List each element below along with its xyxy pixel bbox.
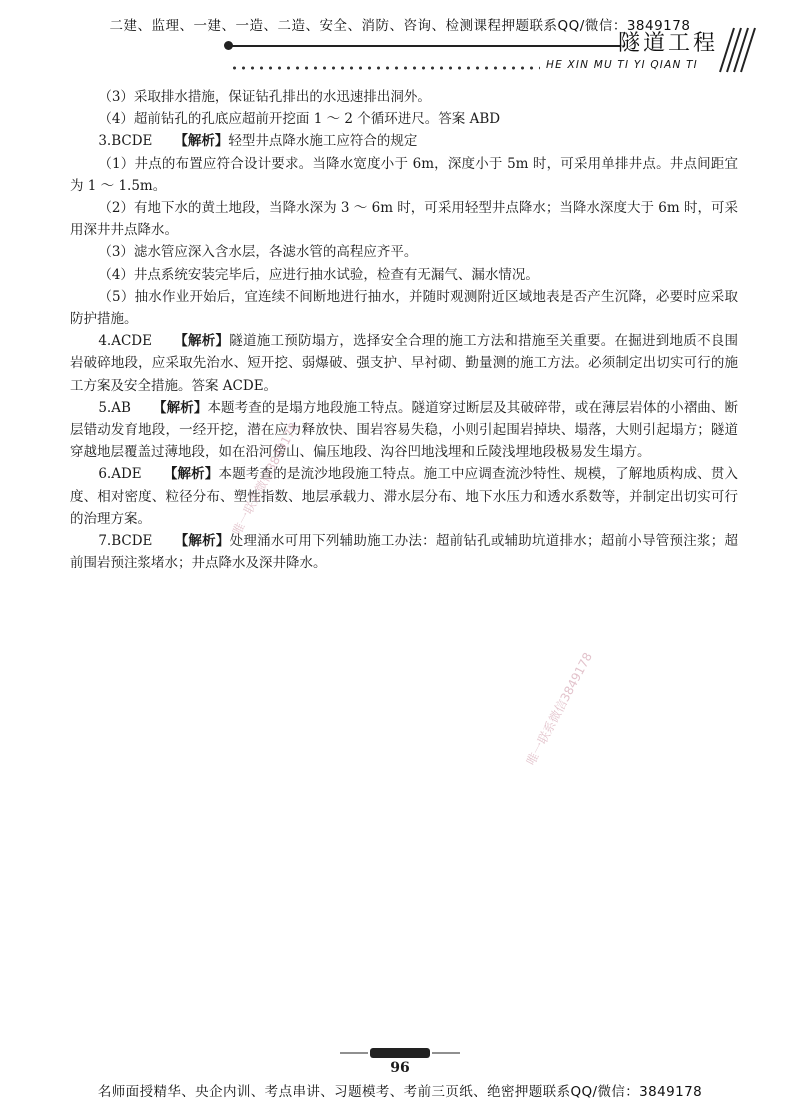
answer-block-7 xyxy=(70,530,738,574)
header-dotted-line xyxy=(230,66,540,70)
list-item: （3）滤水管应深入含水层，各滤水管的高程应齐平。 xyxy=(98,244,418,261)
main-content xyxy=(70,86,738,574)
analysis-text: 隧道施工预防塌方，选择安全合理的施工方法和措施至关重要。在掘进到地质不良围岩破碎地段，应采取先治水、短开挖、弱爆破、强支护、早衬砌、勤量测的施工方法。必须制定出切实可行的施工方案及安全措施。答案 ACDE。 xyxy=(70,333,739,394)
answer-block-6 xyxy=(70,463,738,530)
header-rule xyxy=(230,45,620,47)
list-item: （1）井点的布置应符合设计要求。当降水宽度小于 6m，深度小于 5m 时，可采用单排井点。井点间距宜为 1 ～ 1.5m。 xyxy=(70,155,738,194)
answer-block-3 xyxy=(70,130,738,152)
header-slash-decoration xyxy=(700,26,758,74)
watermark: 唯一联系微信3849178 xyxy=(523,650,596,768)
analysis-text: 处理涌水可用下列辅助施工办法：超前钻孔或辅助坑道排水；超前小导管预注浆；超前围岩预注浆堵水；井点降水及深井降水。 xyxy=(70,533,739,572)
watermark: 唯一联系微信3849178 xyxy=(229,420,302,538)
answer-number: 5.AB xyxy=(98,399,131,416)
body-line: （4）超前钻孔的孔底应超前开挖面 1 ～ 2 个循环进尺。答案 ABD xyxy=(98,111,501,128)
chapter-pinyin: HE XIN MU TI YI QIAN TI xyxy=(546,59,698,71)
top-banner: 二建、监理、一建、一造、二造、安全、消防、咨询、检测课程押题联系QQ/微信：3849178 xyxy=(109,18,691,34)
answer-number: 3.BCDE xyxy=(98,133,153,150)
analysis-label: 【解析】 xyxy=(174,133,229,150)
answer-block-5 xyxy=(70,397,738,464)
bottom-banner: 名师面授精华、央企内训、考点串讲、习题模考、考前三页纸、绝密押题联系QQ/微信：3849178 xyxy=(97,1084,703,1100)
analysis-label: 【解析】 xyxy=(173,333,230,350)
analysis-label: 【解析】 xyxy=(152,399,208,416)
footer-ornament xyxy=(340,1046,460,1060)
analysis-text: 本题考查的是塌方地段施工特点。隧道穿过断层及其破碎带，或在薄层岩体的小褶曲、断层错动发育地段，一经开挖，潜在应力释放快、围岩容易失稳，小则引起围岩掉块、塌落，大则引起塌方；隧道穿越地层覆盖过薄地段，如在沿河傍山、偏压地段、沟谷凹地浅埋和丘陵浅埋地段极易发生塌方。 xyxy=(70,399,739,461)
body-line: （3）采取排水措施，保证钻孔排出的水迅速排出洞外。 xyxy=(98,89,431,105)
answer-block-4 xyxy=(70,330,738,397)
chapter-title: 隧道工程 xyxy=(618,31,719,56)
list-item: （2）有地下水的黄土地段，当降水深为 3 ～ 6m 时，可采用轻型井点降水；当降水深度大于 6m 时，可采用深井井点降水。 xyxy=(70,200,738,239)
answer-number: 4.ACDE xyxy=(98,333,152,350)
answer-number: 7.BCDE xyxy=(98,533,153,550)
answer-number: 6.ADE xyxy=(98,466,142,483)
analysis-label: 【解析】 xyxy=(174,533,230,550)
list-item: （4）井点系统安装完毕后，应进行抽水试验，检查有无漏气、漏水情况。 xyxy=(98,266,539,283)
analysis-label: 【解析】 xyxy=(163,466,219,483)
list-item: （5）抽水作业开始后，宜连续不间断地进行抽水，并随时观测附近区域地表是否产生沉降，必要时应采取防护措施。 xyxy=(70,288,738,328)
analysis-text: 轻型井点降水施工应符合的规定 xyxy=(228,133,418,150)
page-number: 96 xyxy=(390,1060,410,1076)
analysis-text: 本题考查的是流沙地段施工特点。施工中应调查流沙特性、规模，了解地质构成、贯入度、相对密度、粒径分布、塑性指数、地层承载力、滞水层分布、地下水压力和透水系数等，并制定出切实可行的治理方案。 xyxy=(70,466,738,527)
